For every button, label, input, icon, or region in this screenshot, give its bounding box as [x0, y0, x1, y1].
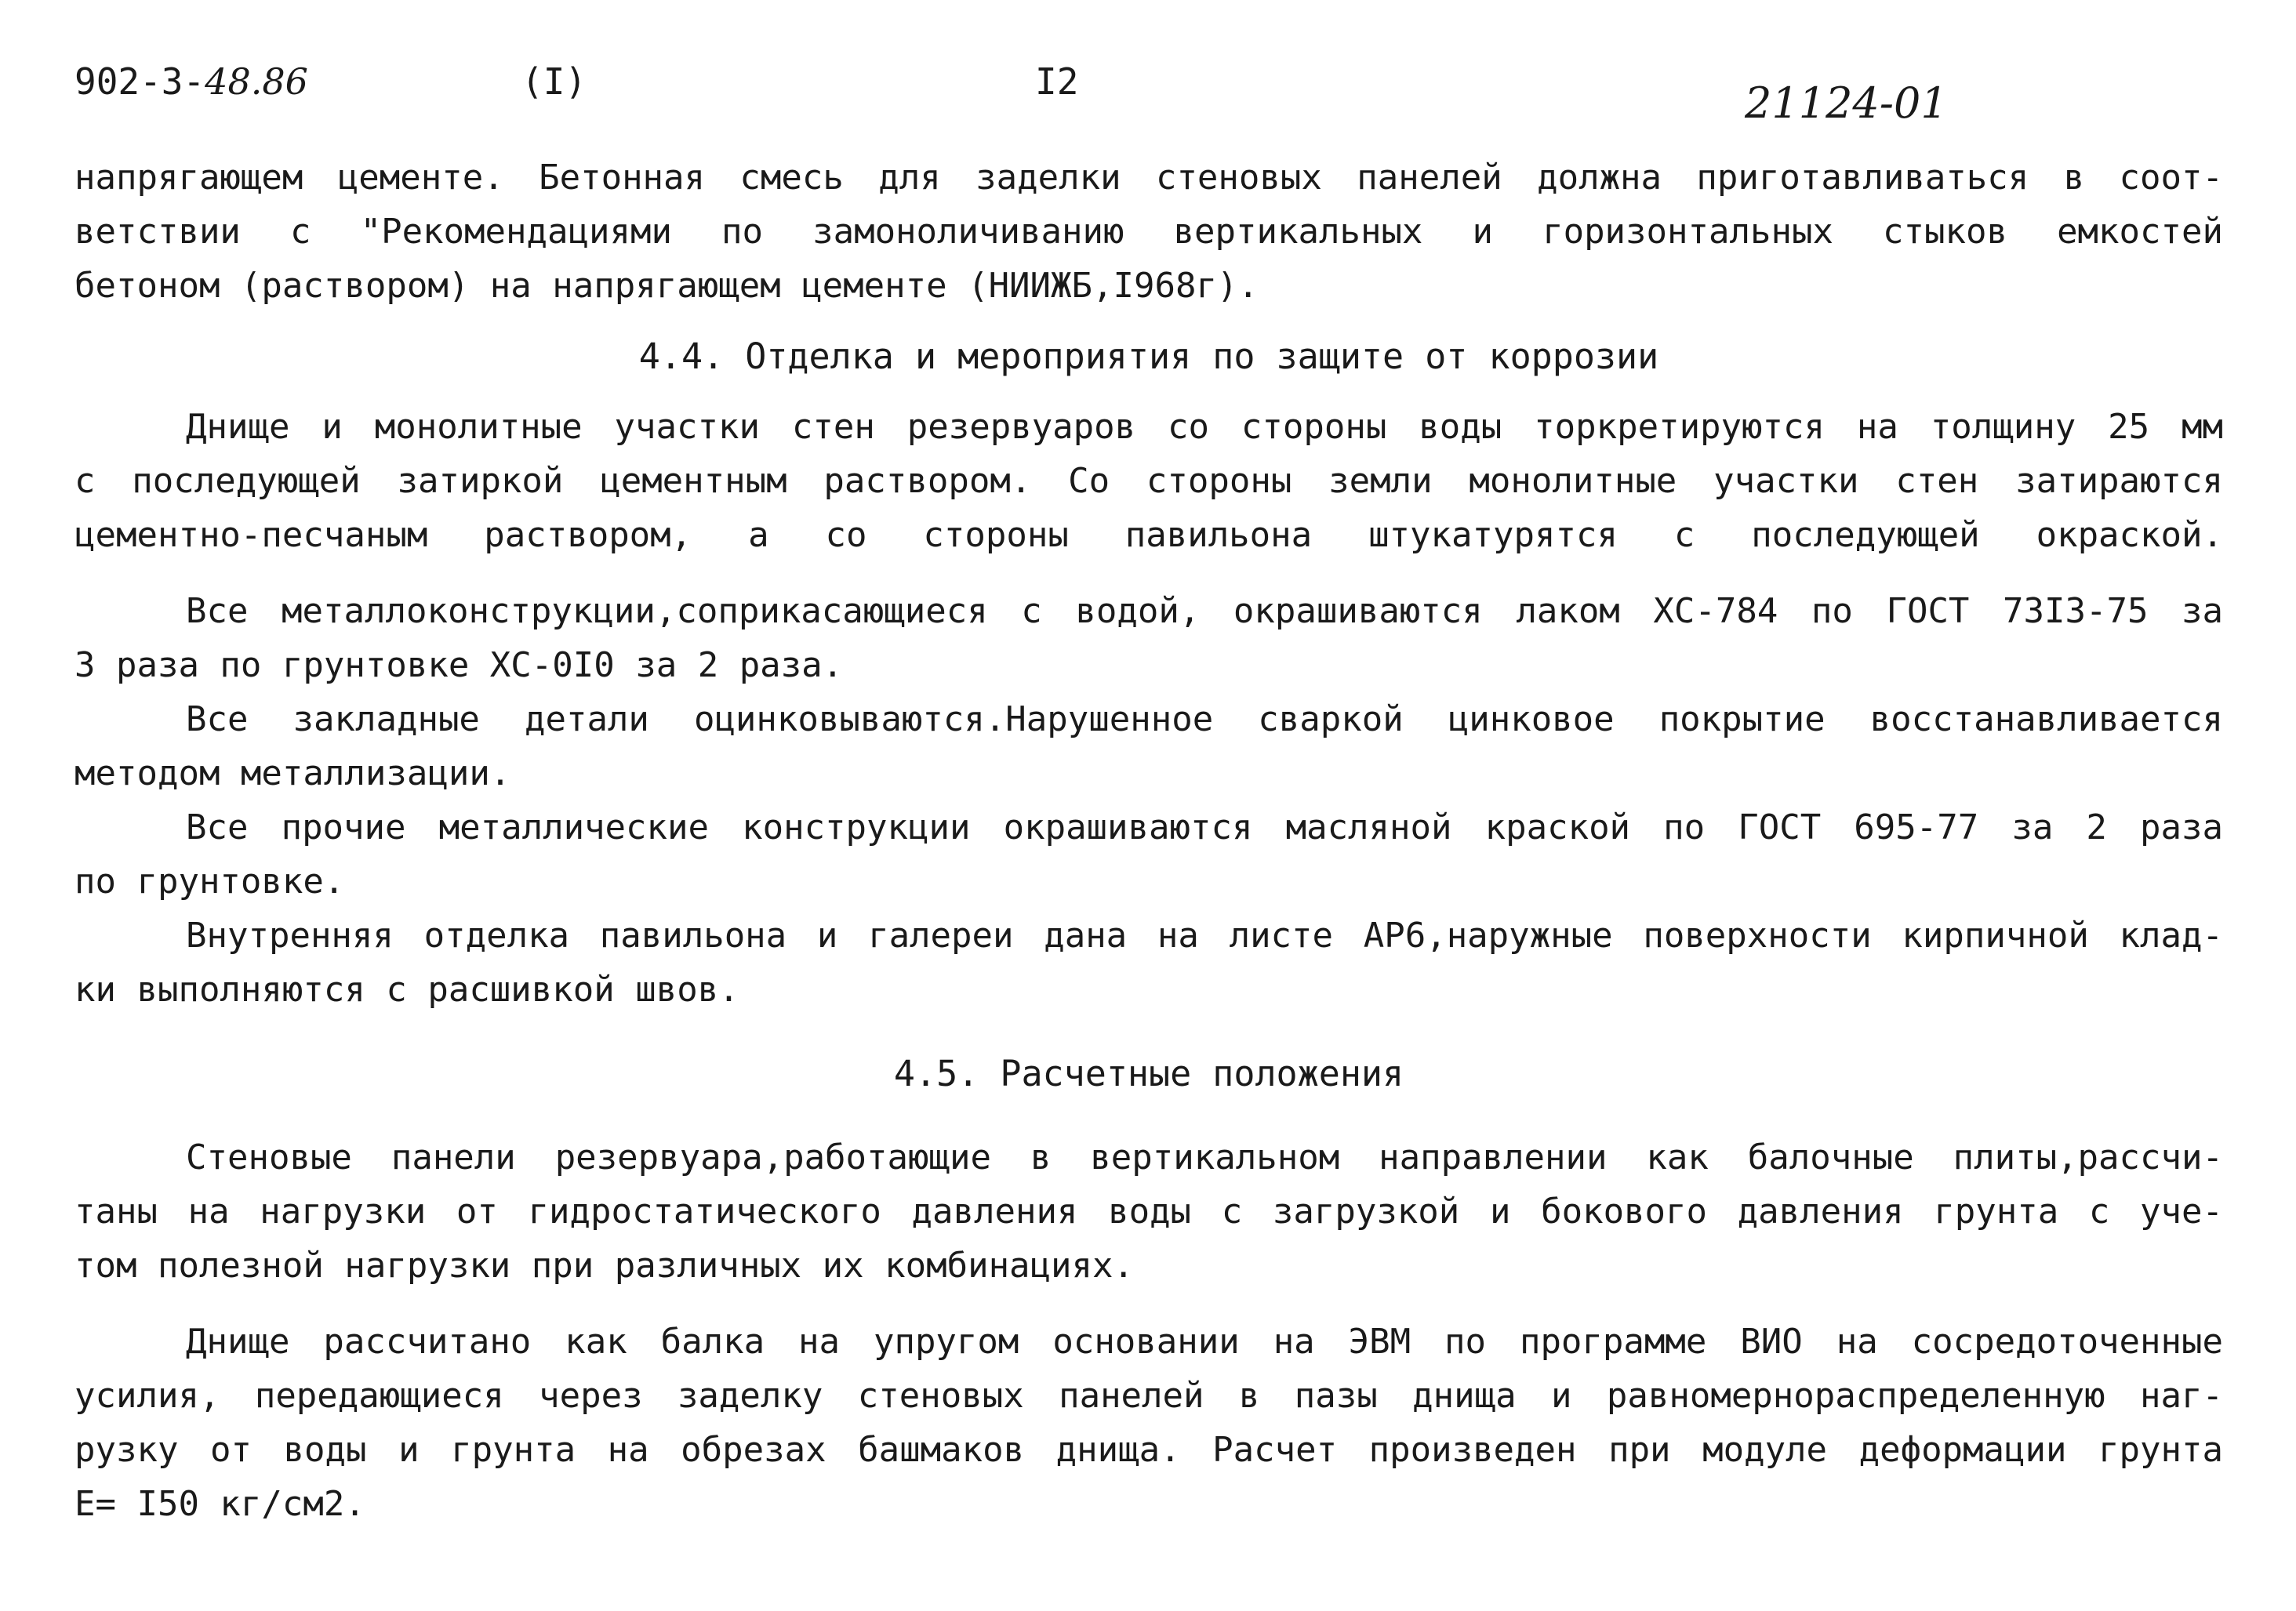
document-code: [74, 58, 308, 105]
text-line: усилия, передающиеся через заделку стеновых панелей в пазы днища и равномернораспределенную наг-: [74, 1376, 2223, 1416]
text-line: 3 раза по грунтовке ХС-0I0 за 2 раза.: [74, 645, 844, 685]
text-line: бетоном (раствором) на напрягающем цементе (НИИЖБ,I968г).: [74, 266, 1259, 306]
text-line: Все закладные детали оцинковываются.Нарушенное сваркой цинковое покрытие восстанавливается: [186, 699, 2223, 739]
text-line: Днище рассчитано как балка на упругом основании на ЭВМ по программе ВИО на сосредоточенные: [186, 1322, 2223, 1362]
text-line: по грунтовке.: [74, 862, 345, 902]
paragraph-torkret: [74, 400, 2223, 562]
paragraph-oil-paint: [74, 800, 2223, 909]
text-line: том полезной нагрузки при различных их комбинациях.: [74, 1246, 1135, 1286]
text-line: Внутренняя отделка павильона и галереи дана на листе АР6,наружные поверхности кирпичной клад-: [186, 916, 2223, 956]
document-body: [74, 151, 2223, 1531]
text-line: с последующей затиркой цементным раствором. Со стороны земли монолитные участки стен затираются: [74, 461, 2223, 501]
section-heading-4-4: 4.4. Отделка и мероприятия по защите от коррозии: [638, 336, 1659, 377]
text-line: рузку от воды и грунта на обрезах башмаков днища. Расчет произведен при модуле деформации грунта: [74, 1430, 2223, 1470]
paragraph-metal-lacquer: [74, 584, 2223, 692]
text-line: Стеновые панели резервуара,работающие в вертикальном направлении как балочные плиты,рассчи-: [186, 1137, 2223, 1177]
text-line: ветствии с "Рекомендациями по замоноличиванию вертикальных и горизонтальных стыков емкостей: [74, 212, 2223, 252]
text-line: таны на нагрузки от гидростатического давления воды с загрузкой и бокового давления грунта с уче-: [74, 1192, 2223, 1232]
paragraph-wall-panels: [74, 1130, 2223, 1293]
sheet-number: (I): [521, 60, 587, 103]
text-line: ки выполняются с расшивкой швов.: [74, 970, 739, 1010]
text-line: Все прочие металлические конструкции окрашиваются масляной краской по ГОСТ 695-77 за 2 раза: [186, 807, 2223, 847]
text-line: напрягающем цементе. Бетонная смесь для заделки стеновых панелей должна приготавливаться в соот-: [74, 158, 2223, 198]
paragraph-bottom-calc: [74, 1315, 2223, 1531]
intro-paragraph: [74, 151, 2223, 313]
paragraph-galvanizing: [74, 692, 2223, 800]
page-number: I2: [1035, 60, 1079, 103]
document-code-printed: 902-3-: [74, 60, 205, 103]
document-code-handwritten: 48.86: [205, 60, 308, 103]
section-heading-4-5: 4.5. Расчетные положения: [893, 1053, 1404, 1094]
paragraph-interior-finish: [74, 909, 2223, 1017]
page-header: [0, 58, 2296, 128]
text-line: методом металлизации.: [74, 753, 511, 793]
inventory-number: 21124-01: [1745, 78, 1948, 128]
text-line: Е= I50 кг/см2.: [74, 1484, 365, 1524]
text-line: Днище и монолитные участки стен резервуаров со стороны воды торкретируются на толщину 25 мм: [186, 407, 2223, 447]
text-line: цементно-песчаным раствором, а со стороны павильона штукатурятся с последующей окраской.: [74, 515, 2223, 555]
text-line: Все металлоконструкции,соприкасающиеся с водой, окрашиваются лаком ХС-784 по ГОСТ 73I3-75 за: [186, 591, 2223, 631]
